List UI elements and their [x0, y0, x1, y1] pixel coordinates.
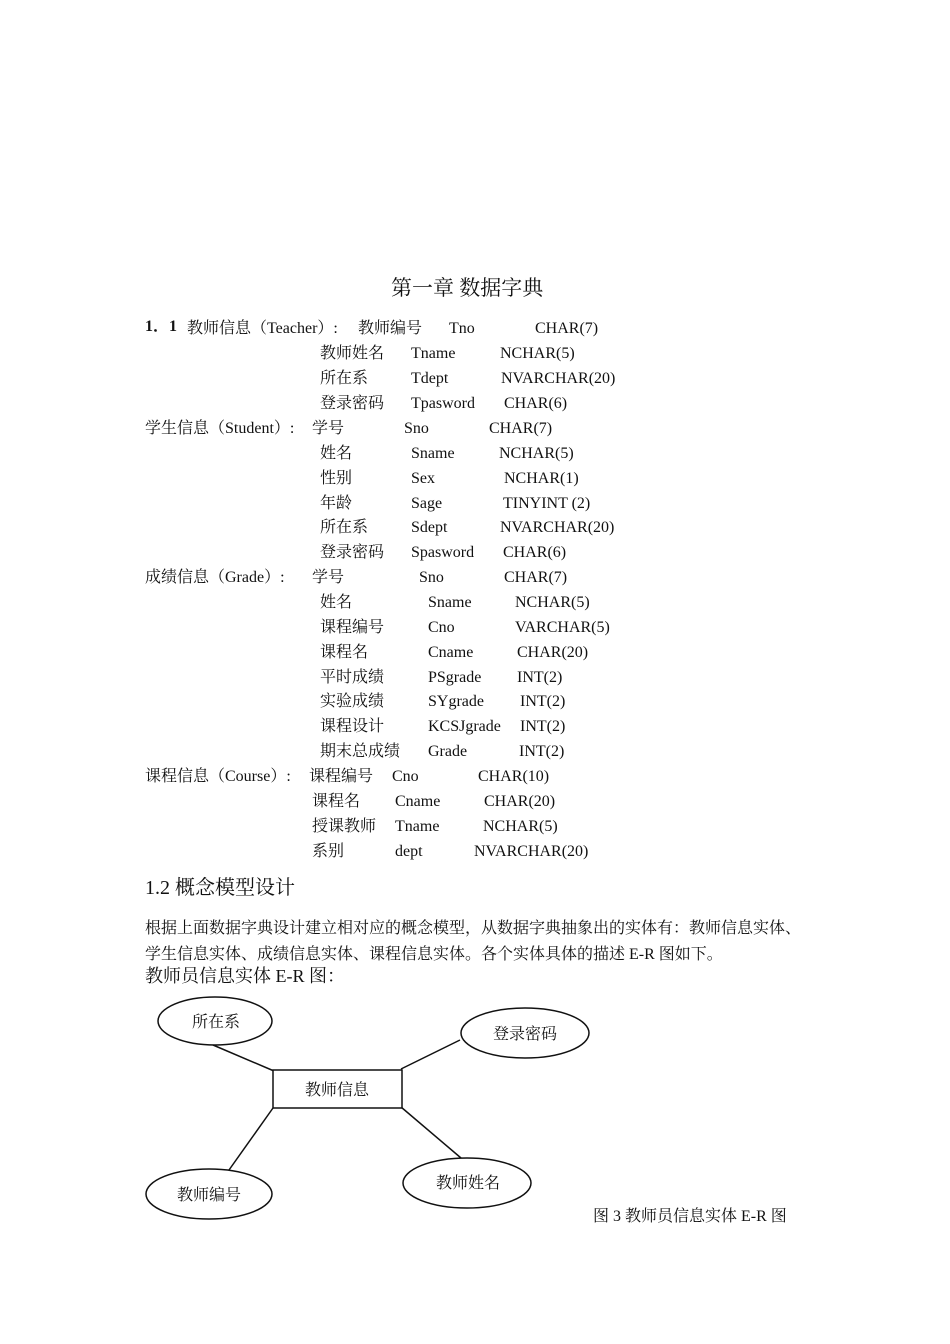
course-type-1: CHAR(20) [484, 793, 556, 810]
student-type-3: TINYINT (2) [503, 495, 591, 512]
grade-cn-3: 课程名 [320, 644, 369, 661]
student-type-1: NCHAR(5) [499, 445, 574, 462]
teacher-cn-3: 登录密码 [320, 395, 385, 412]
student-field-4: Sdept [411, 519, 448, 536]
grade-field-0: Sno [419, 569, 444, 586]
teacher-field-0: Tno [449, 320, 475, 337]
grade-label: 成绩信息（Grade）: [145, 569, 285, 586]
connector-password [401, 1040, 460, 1069]
section-1-2-heading: 1.2 概念模型设计 [145, 877, 295, 899]
grade-field-2: Cno [428, 619, 455, 636]
attr-id-label: 教师编号 [176, 1187, 242, 1204]
teacher-type-2: NVARCHAR(20) [501, 370, 616, 387]
teacher-cn-2: 所在系 [320, 370, 369, 387]
student-field-2: Sex [411, 470, 435, 487]
grade-cn-1: 姓名 [320, 594, 353, 611]
teacher-field-2: Tdept [411, 370, 449, 387]
student-type-2: NCHAR(1) [504, 470, 579, 487]
student-field-1: Sname [411, 445, 455, 462]
student-type-4: NVARCHAR(20) [500, 519, 615, 536]
grade-type-6: INT(2) [520, 718, 566, 735]
connector-name [401, 1107, 461, 1158]
grade-field-6: KCSJgrade [428, 718, 501, 735]
grade-type-2: VARCHAR(5) [515, 619, 610, 636]
grade-field-4: PSgrade [428, 669, 482, 686]
teacher-field-1: Tname [411, 345, 456, 362]
teacher-type-3: CHAR(6) [504, 395, 568, 412]
grade-cn-0: 学号 [312, 569, 345, 586]
section-number: 1．1 [145, 318, 178, 335]
course-cn-3: 系别 [312, 843, 345, 860]
student-cn-3: 年龄 [320, 495, 353, 512]
student-cn-5: 登录密码 [320, 544, 385, 561]
course-cn-1: 课程名 [312, 793, 361, 810]
teacher-type-1: NCHAR(5) [500, 345, 575, 362]
grade-field-1: Sname [428, 594, 472, 611]
course-field-0: Cno [392, 768, 419, 785]
teacher-cn-1: 教师姓名 [320, 345, 385, 362]
grade-type-1: NCHAR(5) [515, 594, 590, 611]
student-field-0: Sno [404, 420, 429, 437]
course-type-0: CHAR(10) [478, 768, 550, 785]
course-field-2: Tname [395, 818, 440, 835]
grade-cn-6: 课程设计 [320, 718, 385, 735]
course-field-1: Cname [395, 793, 441, 810]
student-field-5: Spasword [411, 544, 475, 561]
entity-label: 教师信息 [304, 1082, 370, 1099]
teacher-type-0: CHAR(7) [535, 320, 599, 337]
paragraph-line-1: 根据上面数据字典设计建立相对应的概念模型，从数据字典抽象出的实体有：教师信息实体、 [145, 920, 802, 937]
grade-field-3: Cname [428, 644, 474, 661]
teacher-cn-0: 教师编号 [358, 320, 423, 337]
teacher-label: 教师信息（Teacher）: [187, 320, 338, 337]
attr-name-label: 教师姓名 [435, 1175, 501, 1192]
student-cn-0: 学号 [312, 420, 345, 437]
course-label: 课程信息（Course）: [145, 768, 291, 785]
student-label: 学生信息（Student）: [145, 420, 295, 437]
paragraph-line-2: 学生信息实体、成绩信息实体、课程信息实体。各个实体具体的描述 E-R 图如下。 [145, 946, 723, 963]
student-cn-2: 性别 [320, 470, 353, 487]
grade-type-7: INT(2) [519, 743, 565, 760]
grade-cn-7: 期末总成绩 [320, 743, 401, 760]
er-heading: 教师员信息实体 E-R 图： [145, 966, 345, 986]
grade-type-3: CHAR(20) [517, 644, 589, 661]
course-type-3: NVARCHAR(20) [474, 843, 589, 860]
student-type-0: CHAR(7) [489, 420, 553, 437]
connector-id [229, 1108, 273, 1170]
attr-password-label: 登录密码 [492, 1026, 558, 1043]
teacher-field-3: Tpasword [411, 395, 475, 412]
grade-type-4: INT(2) [517, 669, 563, 686]
course-type-2: NCHAR(5) [483, 818, 558, 835]
chapter-title: 第一章 数据字典 [391, 276, 544, 300]
grade-field-5: SYgrade [428, 693, 484, 710]
student-type-5: CHAR(6) [503, 544, 567, 561]
connector-dept [213, 1045, 274, 1071]
grade-type-0: CHAR(7) [504, 569, 568, 586]
grade-cn-5: 实验成绩 [320, 693, 385, 710]
grade-type-5: INT(2) [520, 693, 566, 710]
course-cn-2: 授课教师 [312, 818, 377, 835]
grade-cn-4: 平时成绩 [320, 669, 385, 686]
course-cn-0: 课程编号 [309, 768, 374, 785]
student-field-3: Sage [411, 495, 443, 512]
course-field-3: dept [395, 843, 423, 860]
figure-caption: 图 3 教师员信息实体 E-R 图 [593, 1208, 787, 1225]
grade-cn-2: 课程编号 [320, 619, 385, 636]
attr-dept-label: 所在系 [191, 1014, 241, 1031]
student-cn-4: 所在系 [320, 519, 369, 536]
student-cn-1: 姓名 [320, 445, 353, 462]
grade-field-7: Grade [428, 743, 468, 760]
